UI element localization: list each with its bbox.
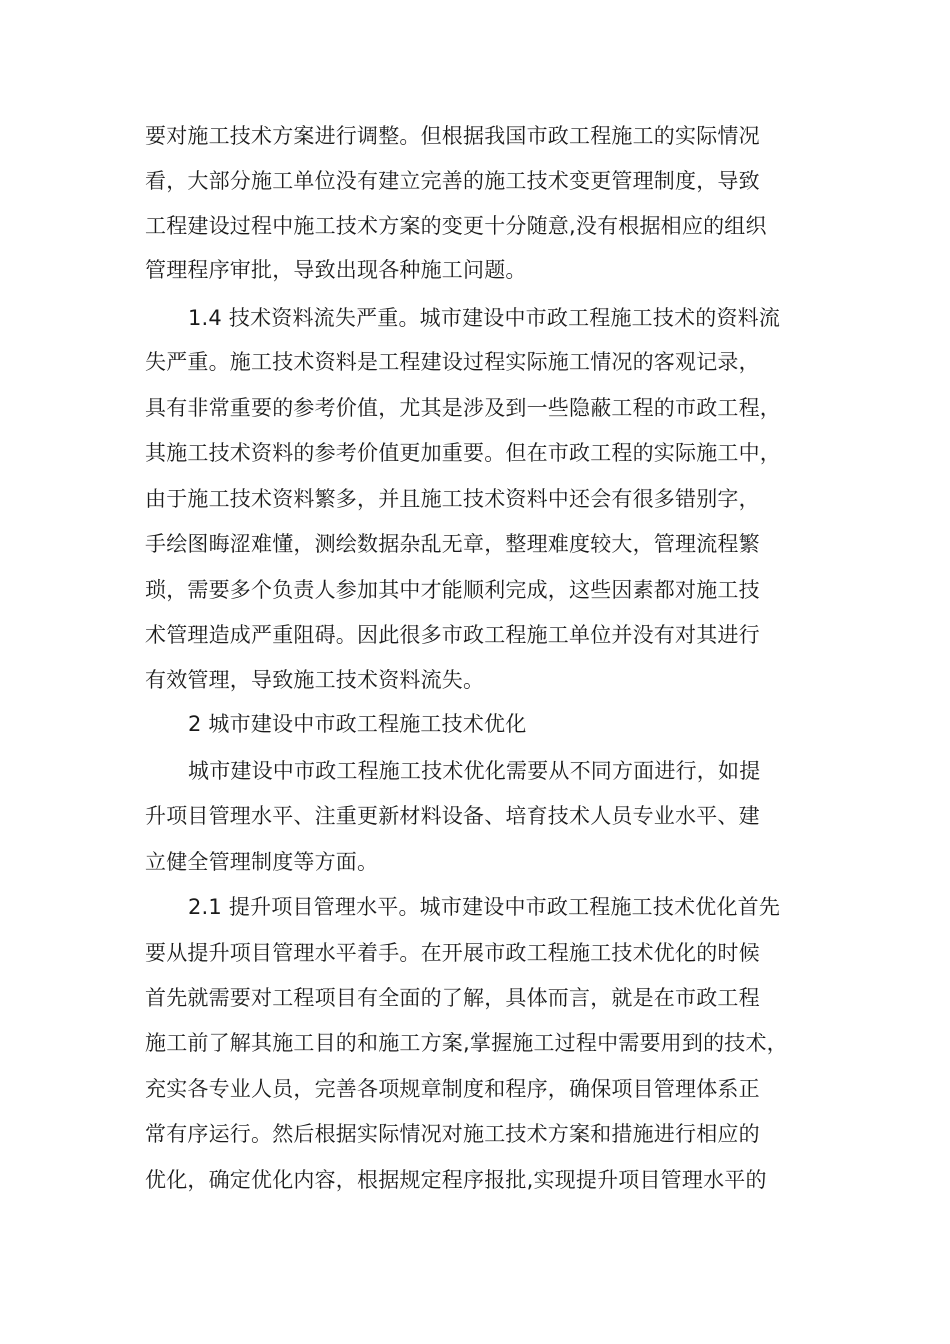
text-line: 常有序运行。然后根据实际情况对施工技术方案和措施进行相应的 bbox=[145, 1122, 760, 1146]
text-line: 施工前了解其施工目的和施工方案,掌握施工过程中需要用到的技术， bbox=[145, 1031, 788, 1055]
text-line: 立健全管理制度等方面。 bbox=[145, 850, 379, 874]
text-line: 要从提升项目管理水平着手。在开展市政工程施工技术优化的时候 bbox=[145, 941, 760, 965]
text-line: 有效管理，导致施工技术资料流失。 bbox=[145, 668, 485, 692]
text-line: 优化，确定优化内容，根据规定程序报批,实现提升项目管理水平的 bbox=[145, 1168, 767, 1192]
text-line: 管理程序审批，导致出现各种施工问题。 bbox=[145, 258, 527, 282]
text-line: 升项目管理水平、注重更新材料设备、培育技术人员专业水平、建 bbox=[145, 804, 760, 828]
text-line: 要对施工技术方案进行调整。但根据我国市政工程施工的实际情况 bbox=[145, 124, 760, 148]
text-line: 1.4 技术资料流失严重。城市建设中市政工程施工技术的资料流 bbox=[188, 306, 781, 330]
text-line: 2.1 提升项目管理水平。城市建设中市政工程施工技术优化首先 bbox=[188, 895, 781, 919]
text-line: 看，大部分施工单位没有建立完善的施工技术变更管理制度，导致 bbox=[145, 169, 760, 193]
text-line: 城市建设中市政工程施工技术优化需要从不同方面进行，如提 bbox=[188, 759, 761, 783]
text-line: 首先就需要对工程项目有全面的了解，具体而言，就是在市政工程 bbox=[145, 986, 760, 1010]
text-line: 失严重。施工技术资料是工程建设过程实际施工情况的客观记录， bbox=[145, 350, 760, 374]
text-line: 由于施工技术资料繁多，并且施工技术资料中还会有很多错别字， bbox=[145, 487, 760, 511]
text-line: 其施工技术资料的参考价值更加重要。但在市政工程的实际施工中， bbox=[145, 441, 781, 465]
text-line: 具有非常重要的参考价值，尤其是涉及到一些隐蔽工程的市政工程， bbox=[145, 396, 781, 420]
text-line: 琐，需要多个负责人参加其中才能顺利完成，这些因素都对施工技 bbox=[145, 578, 760, 602]
text-line: 充实各专业人员，完善各项规章制度和程序，确保项目管理体系正 bbox=[145, 1077, 760, 1101]
text-line: 工程建设过程中施工技术方案的变更十分随意,没有根据相应的组织 bbox=[145, 214, 767, 238]
section-heading: 2 城市建设中市政工程施工技术优化 bbox=[188, 712, 527, 736]
text-line: 术管理造成严重阻碍。因此很多市政工程施工单位并没有对其进行 bbox=[145, 623, 760, 647]
text-line: 手绘图晦涩难懂，测绘数据杂乱无章，整理难度较大，管理流程繁 bbox=[145, 532, 760, 556]
